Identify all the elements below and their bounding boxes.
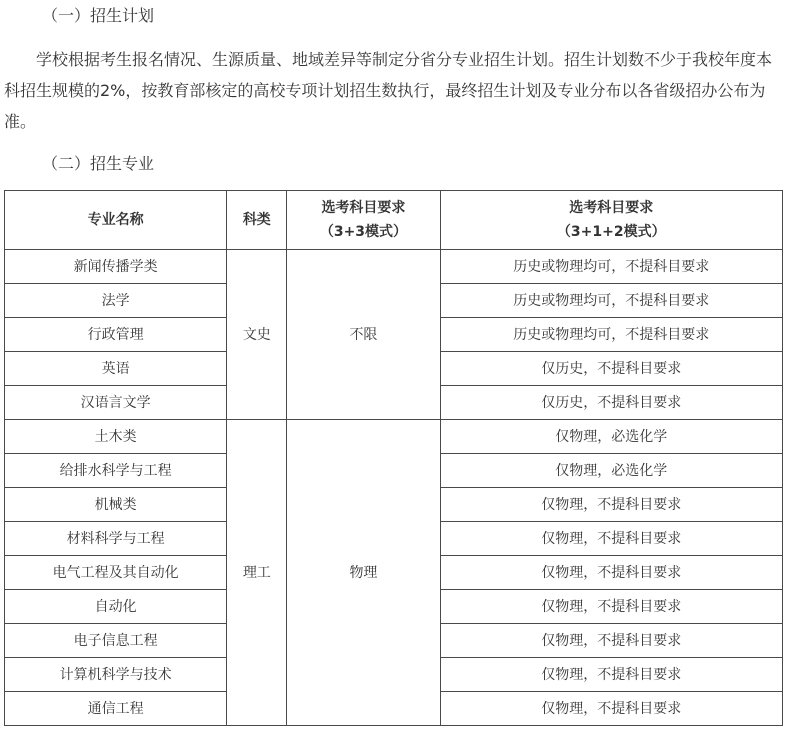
header-req-3-1-2-line1: 选考科目要求 [569, 200, 654, 216]
req-3-1-2-cell: 仅物理，不提科目要求 [440, 692, 782, 726]
major-cell: 新闻传播学类 [5, 250, 227, 284]
major-cell: 电子信息工程 [5, 624, 227, 658]
table-row [5, 420, 783, 454]
major-cell: 行政管理 [5, 318, 227, 352]
req-3-1-2-cell: 仅物理，不提科目要求 [440, 590, 782, 624]
req-3-1-2-cell: 仅物理，不提科目要求 [440, 658, 782, 692]
req-3-1-2-cell: 历史或物理均可，不提科目要求 [440, 284, 782, 318]
req-3-3-cell: 物理 [287, 420, 440, 726]
major-cell: 电气工程及其自动化 [5, 556, 227, 590]
req-3-3-cell: 不限 [287, 250, 440, 420]
req-3-1-2-cell: 仅物理，不提科目要求 [440, 522, 782, 556]
header-req-3-1-2 [440, 191, 782, 250]
req-3-1-2-cell: 仅历史，不提科目要求 [440, 352, 782, 386]
major-cell: 自动化 [5, 590, 227, 624]
header-category: 科类 [227, 191, 287, 250]
major-cell: 计算机科学与技术 [5, 658, 227, 692]
category-cell: 理工 [227, 420, 287, 726]
req-3-1-2-cell: 仅物理，不提科目要求 [440, 556, 782, 590]
header-req-3-1-2-line2: （3+1+2模式） [556, 224, 666, 240]
major-cell: 给排水科学与工程 [5, 454, 227, 488]
header-req-3-3-line2: （3+3模式） [319, 224, 408, 240]
req-3-1-2-cell: 仅物理，必选化学 [440, 420, 782, 454]
major-cell: 材料科学与工程 [5, 522, 227, 556]
req-3-1-2-cell: 仅历史，不提科目要求 [440, 386, 782, 420]
req-3-1-2-cell: 历史或物理均可，不提科目要求 [440, 250, 782, 284]
table-header-row [5, 191, 783, 250]
req-3-1-2-cell: 仅物理，不提科目要求 [440, 488, 782, 522]
category-cell: 文史 [227, 250, 287, 420]
major-cell: 通信工程 [5, 692, 227, 726]
plan-paragraph: 学校根据考生报名情况、生源质量、地域差异等制定分省分专业招生计划。招生计划数不少于我校年度本科招生规模的2%，按教育部核定的高校专项计划招生数执行，最终招生计划及专业分布以各省级招办公布为准。 [4, 50, 773, 131]
req-3-1-2-cell: 历史或物理均可，不提科目要求 [440, 318, 782, 352]
req-3-1-2-cell: 仅物理，必选化学 [440, 454, 782, 488]
major-cell: 汉语言文学 [5, 386, 227, 420]
section-heading-majors: （二）招生专业 [42, 154, 155, 173]
header-req-3-3 [287, 191, 440, 250]
major-cell: 英语 [5, 352, 227, 386]
header-major: 专业名称 [5, 191, 227, 250]
header-req-3-3-line1: 选考科目要求 [321, 200, 406, 216]
major-cell: 机械类 [5, 488, 227, 522]
req-3-1-2-cell: 仅物理，不提科目要求 [440, 624, 782, 658]
table-row [5, 250, 783, 284]
majors-table [4, 190, 783, 726]
section-heading-plan: （一）招生计划 [42, 6, 155, 25]
major-cell: 土木类 [5, 420, 227, 454]
major-cell: 法学 [5, 284, 227, 318]
